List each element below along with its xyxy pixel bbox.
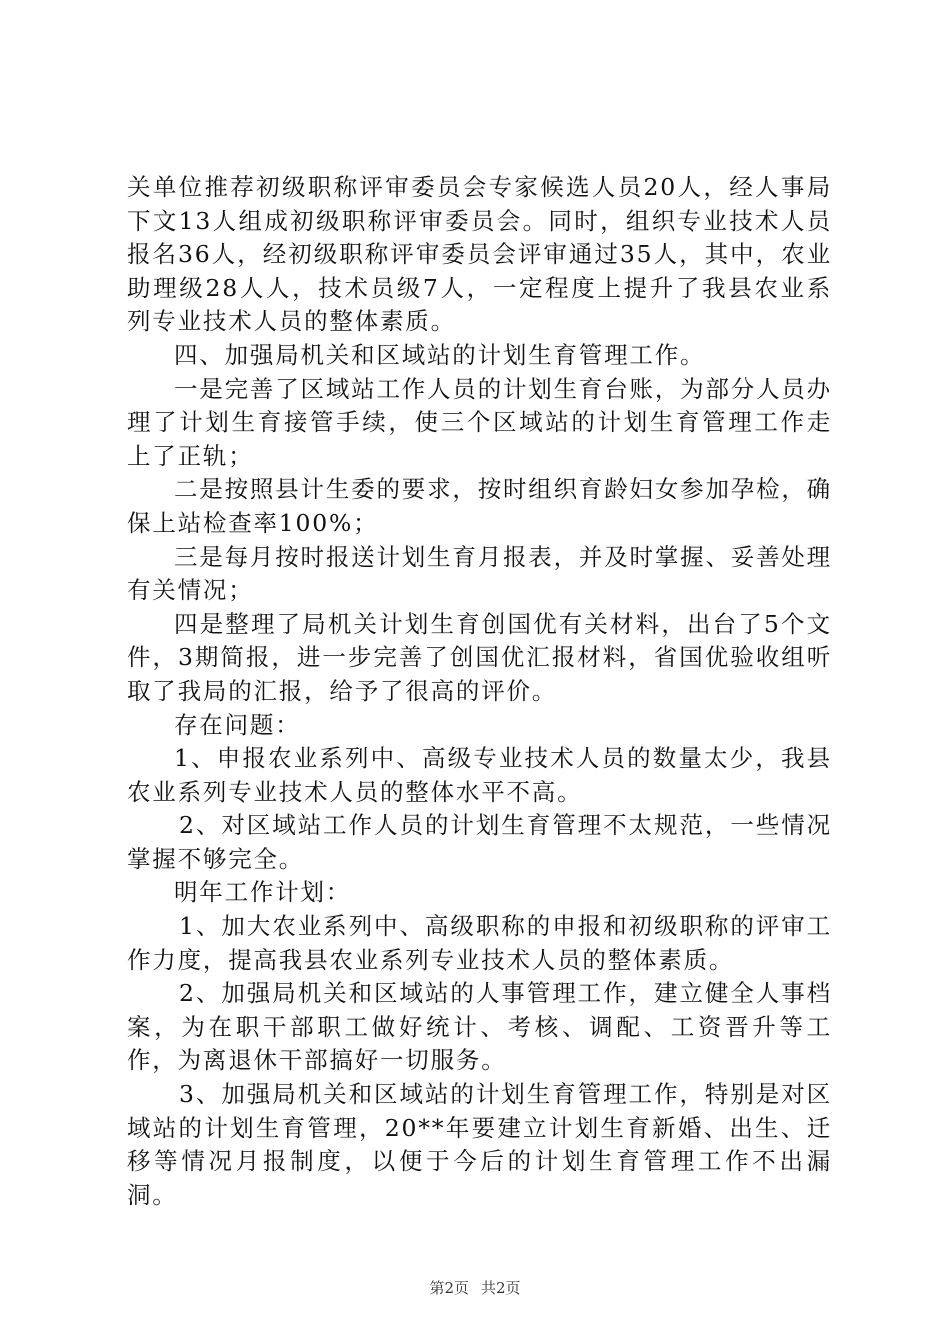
paragraph-item-4: 四是整理了局机关计划生育创国优有关材料，出台了5个文件，3期简报，进一步完善了创国优汇报材料，省国优验收组听取了我局的汇报，给予了很高的评价。 bbox=[127, 609, 832, 705]
plan-item-2: 2、加强局机关和区域站的人事管理工作，建立健全人事档案，为在职干部职工做好统计、考核、调配、工资晋升等工作，为离退休干部搞好一切服务。 bbox=[127, 979, 832, 1075]
plan-item-1: 1、加大农业系列中、高级职称的申报和初级职称的评审工作力度，提高我县农业系列专业技术人员的整体素质。 bbox=[127, 912, 832, 974]
paragraph-item-3: 三是每月按时报送计划生育月报表，并及时掌握、妥善处理有关情况； bbox=[127, 542, 832, 605]
problem-item-2: 2、对区域站工作人员的计划生育管理不太规范，一些情况掌握不够完全。 bbox=[127, 811, 832, 873]
page-footer bbox=[0, 1277, 950, 1298]
plan-heading: 明年工作计划： bbox=[174, 878, 352, 907]
page-total: 共2页 bbox=[481, 1279, 521, 1297]
document-body bbox=[127, 171, 832, 1212]
paragraph-item-2: 二是按照县计生委的要求，按时组织育龄妇女参加孕检，确保上站检查率100%； bbox=[127, 475, 832, 537]
paragraph-continuation: 关单位推荐初级职称评审委员会专家候选人员20人，经人事局下文13人组成初级职称评审委员会。同时，组织专业技术人员报名36人，经初级职称评审委员会评审通过35人，其中，农业助理级28人人，技术员级7人，一定程度上提升了我县农业系列专业技术人员的整体素质。 bbox=[127, 173, 832, 336]
problem-item-1: 1、申报农业系列中、高级专业技术人员的数量太少，我县农业系列专业技术人员的整体水平不高。 bbox=[127, 744, 832, 806]
plan-item-3: 3、加强局机关和区域站的计划生育管理工作，特别是对区域站的计划生育管理，20**年要建立计划生育新婚、出生、迁移等情况月报制度，以便于今后的计划生育管理工作不出漏洞。 bbox=[127, 1080, 832, 1209]
page-number: 第2页 bbox=[429, 1279, 469, 1297]
paragraph-item-1: 一是完善了区域站工作人员的计划生育台账，为部分人员办理了计划生育接管手续，使三个区域站的计划生育管理工作走上了正轨； bbox=[127, 374, 832, 470]
problems-heading: 存在问题： bbox=[174, 710, 301, 739]
section-heading-4: 四、加强局机关和区域站的计划生育管理工作。 bbox=[174, 340, 706, 369]
